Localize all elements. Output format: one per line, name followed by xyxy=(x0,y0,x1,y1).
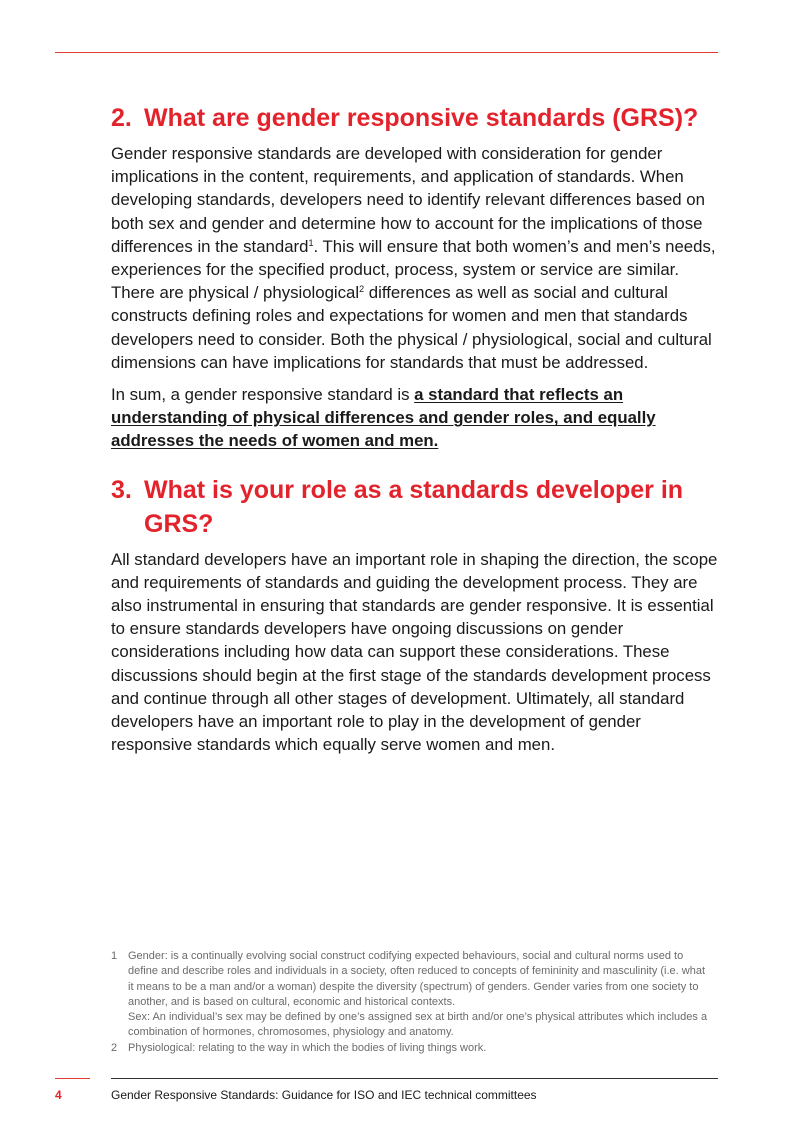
footnote-text: Gender: is a continually evolving social construct codifying expected behaviours, social and cultural norms used to define and describe roles and individuals in a society, often reduced to concepts of femininity and masculinity (i.e. what it means to be a man and/or a woman) despite the diversity (spectrum) of genders. Gender varies from one society to another, and is based on cultural, economic and historical contexts. xyxy=(128,950,706,1008)
paragraph-text: In sum, a gender responsive standard is xyxy=(111,385,415,405)
running-title: Gender Responsive Standards: Guidance for ISO and IEC technical committees xyxy=(111,1088,537,1102)
paragraph-text: . This will ensure that both women’s and men’s needs, experiences for the specified product, process, system or service are similar. There are physical / physiological xyxy=(111,236,716,303)
section-2-number: 2. xyxy=(111,104,132,132)
section-3-paragraph-1: All standard developers have an important role in shaping the direction, the scope and requirements of standards and guiding the development process. They are also instrumental in ensuring that standards are gender responsive. It is essential to ensure standards developers have ongoing discussions on gender considerations including how data can support these considerations. These discussions should begin at the first stage of the standards development process and continue through all other stages of development. Ultimately, all standard developers have an important role to play in the development of gender responsive standards which equally serve women and men. xyxy=(111,549,718,755)
main-content xyxy=(111,100,721,756)
footer-rule xyxy=(111,1078,718,1079)
paragraph-text: differences as well as social and cultural constructs defining roles and expectations for women and men that standards developers need to consider. Both the physical / physiological, social and cultural dimensions can have implications for standards that must be addressed. xyxy=(111,283,712,372)
footnote-text: Sex: An individual’s sex may be defined by one’s assigned sex at birth and/or one’s physical attributes which includes a combination of hormones, chromosomes, physiology and anatomy. xyxy=(128,1011,708,1039)
section-2-heading xyxy=(111,101,721,135)
section-3-title: What is your role as a standards developer in GRS? xyxy=(144,475,684,538)
footnote-number: 2 xyxy=(111,1041,118,1054)
section-2-paragraph-1 xyxy=(111,142,721,374)
section-2-paragraph-2 xyxy=(111,383,721,453)
section-3-number: 3. xyxy=(111,475,132,504)
header-rule xyxy=(55,52,718,53)
paragraph-text: Gender responsive standards are developed with consideration for gender implications in the content, requirements, and application of standards. When developing standards, developers need to identify relevant differences based on both sex and gender and determine how to account for the implications of those differences in the standard xyxy=(111,144,705,256)
footnote-text: Physiological: relating to the way in which the bodies of living things work. xyxy=(128,1041,487,1054)
footnote-2 xyxy=(111,1041,711,1056)
footer-accent-rule xyxy=(55,1078,90,1079)
section-2-title: What are gender responsive standards (GRS)? xyxy=(144,104,699,132)
footnote-1 xyxy=(111,949,711,1041)
grs-definition-emphasis: a standard that reflects an understanding of physical differences and gender roles, and equally addresses the needs of women and men. xyxy=(111,385,656,451)
footnote-number: 1 xyxy=(111,950,118,962)
page-number: 4 xyxy=(55,1088,62,1102)
footnote-ref-1[interactable]: 1 xyxy=(308,237,314,248)
section-3-heading xyxy=(111,473,721,541)
footnote-ref-2[interactable]: 2 xyxy=(359,284,365,295)
footnotes xyxy=(111,949,711,1056)
